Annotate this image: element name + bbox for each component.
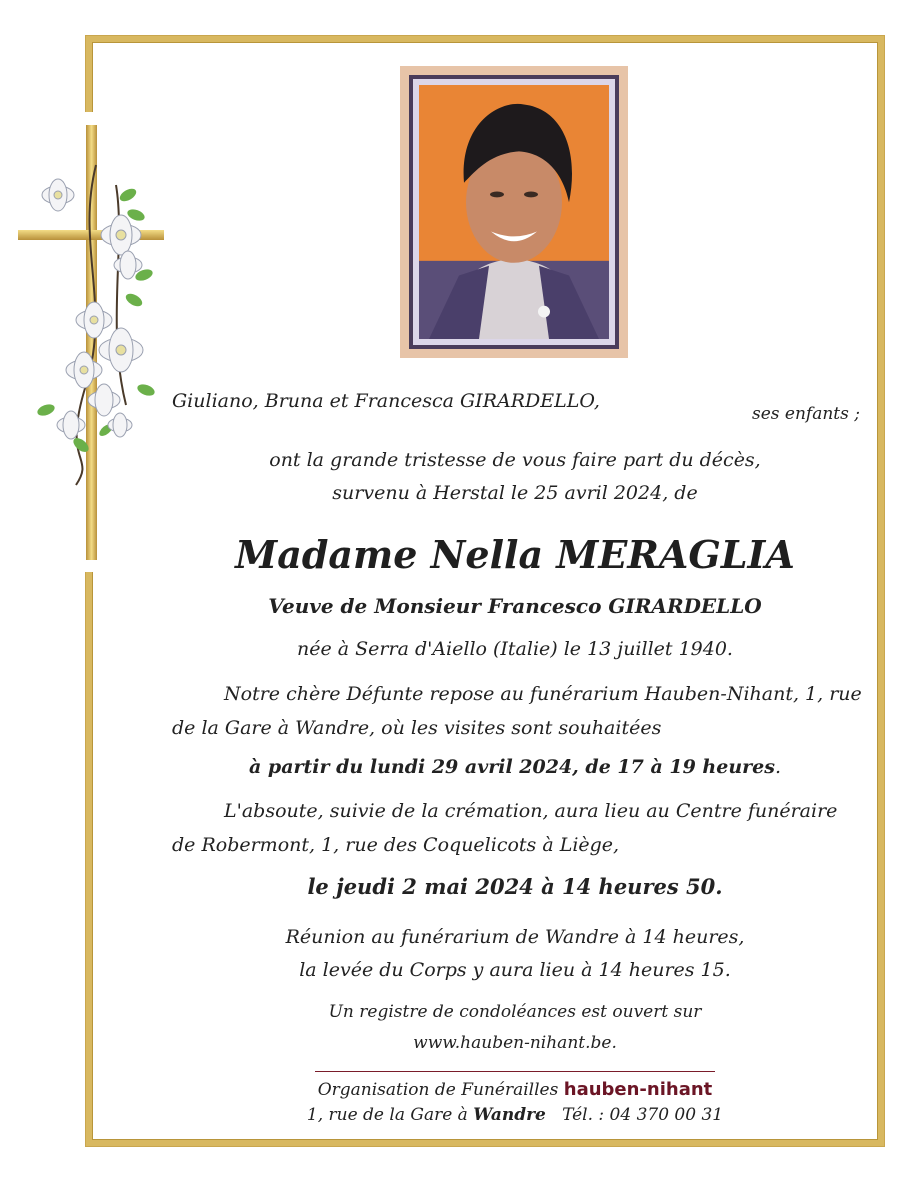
children-names: Giuliano, Bruna et Francesca GIRARDELLO, — [172, 390, 600, 412]
deceased-name: Madame Nella MERAGLIA — [235, 532, 795, 577]
visitation-line-1: Notre chère Défunte repose au funérarium Hauben-Nihant, 1, rue — [224, 683, 862, 705]
birth-info: née à Serra d'Aiello (Italie) le 13 juillet 1940. — [297, 638, 733, 660]
address-city: Wandre — [473, 1105, 546, 1125]
register-line-1: Un registre de condoléances est ouvert sur — [328, 1002, 702, 1022]
children-relation: ses enfants ; — [752, 404, 860, 424]
ceremony-datetime: le jeudi 2 mai 2024 à 14 heures 50. — [307, 874, 723, 899]
ceremony-line-1: L'absoute, suivie de la crémation, aura lieu au Centre funéraire — [224, 800, 838, 822]
org-label: Organisation de Funérailles — [317, 1080, 559, 1100]
visitation-schedule-text: à partir du lundi 29 avril 2024, de 17 à 19 heures — [249, 756, 775, 778]
visitation-schedule — [170, 755, 860, 779]
gathering-line-1: Réunion au funérarium de Wandre à 14 heures, — [285, 926, 745, 948]
portrait-photo — [419, 85, 609, 339]
footer-organisation — [170, 1078, 860, 1102]
ceremony-line-2: de Robermont, 1, rue des Coquelicots à Liège, — [172, 834, 620, 856]
register-url[interactable]: www.hauben-nihant.be. — [413, 1033, 617, 1053]
address-prefix: 1, rue de la Gare à — [306, 1105, 468, 1125]
portrait-photo-icon — [419, 85, 609, 339]
footer-divider — [315, 1071, 715, 1072]
gathering-line-2: la levée du Corps y aura lieu à 14 heures 15. — [299, 959, 731, 981]
widow-of: Veuve de Monsieur Francesco GIRARDELLO — [268, 594, 762, 618]
footer-address — [170, 1103, 860, 1127]
visitation-schedule-end: . — [774, 756, 781, 778]
intro-line-2: survenu à Herstal le 25 avril 2024, de — [332, 482, 698, 504]
phone-number: Tél. : 04 370 00 31 — [562, 1105, 724, 1125]
brand-logo: hauben-nihant — [563, 1079, 713, 1100]
portrait-frame — [400, 66, 628, 358]
intro-line-1: ont la grande tristesse de vous faire part du décès, — [269, 449, 761, 471]
visitation-line-2: de la Gare à Wandre, où les visites sont souhaitées — [172, 717, 662, 739]
cross-with-flowers-icon — [16, 125, 166, 560]
